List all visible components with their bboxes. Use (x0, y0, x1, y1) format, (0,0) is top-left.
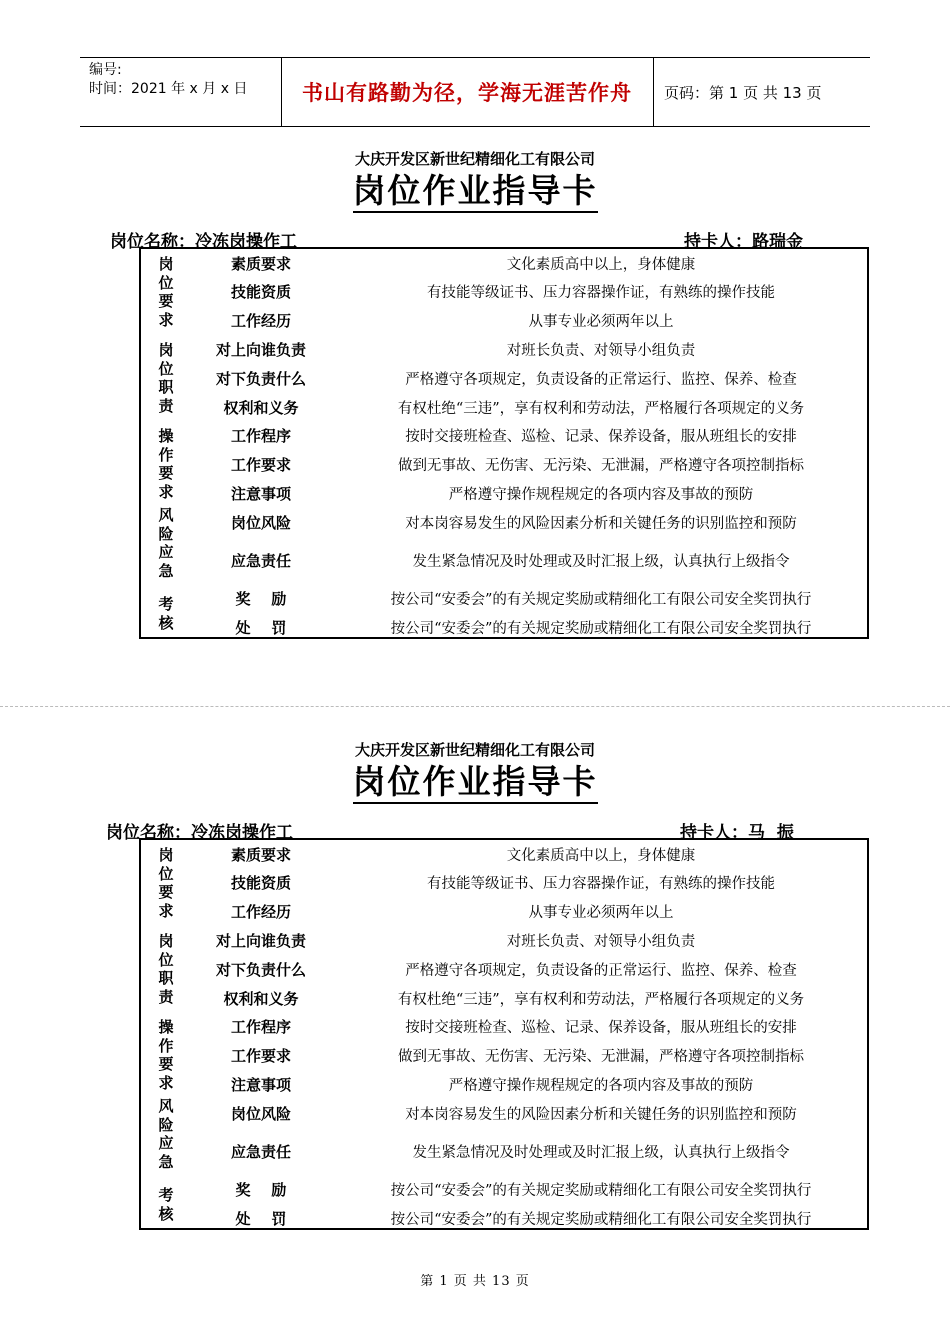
row-value: 严格遵守各项规定，负责设备的正常运行、监控、保养、检查 (405, 963, 797, 979)
group-label: 岗位要求 (158, 846, 174, 920)
duty-table (139, 838, 869, 1230)
table-row (141, 955, 867, 984)
table-row (141, 306, 867, 335)
group-label: 风险应急 (158, 506, 174, 580)
row-value: 从事专业必须两年以上 (528, 905, 674, 921)
company-name: 大庆开发区新世纪精细化工有限公司 (354, 150, 595, 168)
table-row (141, 1204, 867, 1233)
card-holder: 持卡人：路瑞金 (684, 232, 803, 252)
row-key: 权利和义务 (223, 399, 299, 417)
post-name: 岗位名称：冷冻岗操作工 (106, 823, 293, 843)
group-label: 岗位职责 (158, 341, 174, 415)
table-row (141, 421, 867, 450)
row-value: 做到无事故、无伤害、无污染、无泄漏，严格遵守各项控制指标 (398, 1049, 804, 1065)
row-value: 按公司“安委会”的有关规定奖励或精细化工有限公司安全奖罚执行 (390, 592, 812, 608)
row-value: 按公司“安委会”的有关规定奖励或精细化工有限公司安全奖罚执行 (390, 1212, 812, 1228)
row-value: 对本岗容易发生的风险因素分析和关键任务的识别监控和预防 (405, 1107, 797, 1123)
row-value: 严格遵守操作规程规定的各项内容及事故的预防 (448, 1078, 754, 1094)
page-separator (0, 706, 950, 707)
table-row (141, 1012, 867, 1041)
group-label: 考核 (158, 1186, 174, 1223)
group-label: 岗位要求 (158, 255, 174, 329)
card-holder: 持卡人：马 振 (680, 823, 794, 843)
row-value: 有技能等级证书、压力容器操作证，有熟练的操作技能 (427, 876, 775, 892)
row-key: 岗位风险 (230, 514, 291, 532)
row-key: 工作经历 (230, 312, 291, 330)
row-value: 按公司“安委会”的有关规定奖励或精细化工有限公司安全奖罚执行 (390, 621, 812, 637)
table-row (141, 364, 867, 393)
table-row (141, 277, 867, 306)
row-value: 有权杜绝“三违”，享有权利和劳动法，严格履行各项规定的义务 (397, 992, 805, 1008)
duty-table (139, 247, 869, 639)
card-title: 岗位作业指导卡 (0, 165, 950, 212)
row-key: 对下负责什么 (215, 961, 306, 979)
row-value: 做到无事故、无伤害、无污染、无泄漏，严格遵守各项控制指标 (398, 458, 804, 474)
row-value: 严格遵守操作规程规定的各项内容及事故的预防 (448, 487, 754, 503)
row-value: 从事专业必须两年以上 (528, 314, 674, 330)
row-key: 岗位风险 (230, 1105, 291, 1123)
time-label: 时间：2021 年 x 月 x 日 (89, 81, 248, 97)
row-key: 素质要求 (230, 255, 291, 273)
row-value: 发生紧急情况及时处理或及时汇报上级，认真执行上级指令 (412, 1145, 790, 1161)
row-key: 技能资质 (230, 283, 291, 301)
group-label: 操作要求 (158, 1018, 174, 1092)
row-key: 注意事项 (230, 1076, 291, 1094)
table-row (141, 450, 867, 479)
row-value: 文化素质高中以上，身体健康 (506, 257, 696, 273)
row-key: 奖 励 (235, 590, 287, 608)
table-row (141, 926, 867, 955)
table-row (141, 1137, 867, 1166)
table-row (141, 1099, 867, 1128)
table-row (141, 868, 867, 897)
row-key: 处 罚 (235, 1210, 287, 1228)
row-value: 严格遵守各项规定，负责设备的正常运行、监控、保养、检查 (405, 372, 797, 388)
row-key: 工作要求 (230, 456, 291, 474)
row-key: 工作程序 (230, 427, 291, 445)
page-footer: 第 1 页 共 13 页 (420, 1274, 530, 1289)
job-card (0, 739, 950, 1228)
row-key: 对上向谁负责 (215, 932, 306, 950)
table-row (141, 840, 867, 869)
row-key: 对下负责什么 (215, 370, 306, 388)
table-row (141, 584, 867, 613)
row-value: 有权杜绝“三违”，享有权利和劳动法，严格履行各项规定的义务 (397, 401, 805, 417)
table-row (141, 393, 867, 422)
post-name: 岗位名称：冷冻岗操作工 (110, 232, 297, 252)
row-value: 对班长负责、对领导小组负责 (506, 343, 696, 359)
table-row (141, 249, 867, 278)
row-key: 工作要求 (230, 1047, 291, 1065)
table-row (141, 897, 867, 926)
job-card (0, 148, 950, 637)
group-label: 考核 (158, 595, 174, 632)
row-value: 对本岗容易发生的风险因素分析和关键任务的识别监控和预防 (405, 516, 797, 532)
group-label: 岗位职责 (158, 932, 174, 1006)
row-value: 按时交接班检查、巡检、记录、保养设备，服从班组长的安排 (405, 1020, 797, 1036)
row-key: 应急责任 (230, 552, 291, 570)
row-value: 有技能等级证书、压力容器操作证，有熟练的操作技能 (427, 285, 775, 301)
row-value: 按公司“安委会”的有关规定奖励或精细化工有限公司安全奖罚执行 (390, 1183, 812, 1199)
row-key: 技能资质 (230, 874, 291, 892)
row-value: 按时交接班检查、巡检、记录、保养设备，服从班组长的安排 (405, 429, 797, 445)
row-value: 文化素质高中以上，身体健康 (506, 848, 696, 864)
table-row (141, 1041, 867, 1070)
table-row (141, 508, 867, 537)
group-label: 操作要求 (158, 427, 174, 501)
table-row (141, 984, 867, 1013)
page-header (80, 57, 870, 127)
row-key: 处 罚 (235, 619, 287, 637)
header-page-info: 页码：第 1 页 共 13 页 (664, 83, 822, 102)
table-row (141, 479, 867, 508)
row-key: 注意事项 (230, 485, 291, 503)
row-key: 工作程序 (230, 1018, 291, 1036)
row-value: 发生紧急情况及时处理或及时汇报上级，认真执行上级指令 (412, 554, 790, 570)
row-key: 奖 励 (235, 1181, 287, 1199)
group-label: 风险应急 (158, 1097, 174, 1171)
header-motto: 书山有路勤为径，学海无涯苦作舟 (281, 58, 654, 126)
row-value: 对班长负责、对领导小组负责 (506, 934, 696, 950)
row-key: 素质要求 (230, 846, 291, 864)
header-meta (80, 58, 282, 126)
row-key: 对上向谁负责 (215, 341, 306, 359)
table-row (141, 1175, 867, 1204)
serial-label: 编号: (89, 62, 122, 78)
row-key: 工作经历 (230, 903, 291, 921)
table-row (141, 335, 867, 364)
card-title: 岗位作业指导卡 (0, 756, 950, 803)
table-row (141, 1070, 867, 1099)
company-name: 大庆开发区新世纪精细化工有限公司 (354, 741, 595, 759)
table-row (141, 546, 867, 575)
row-key: 应急责任 (230, 1143, 291, 1161)
row-key: 权利和义务 (223, 990, 299, 1008)
table-row (141, 613, 867, 642)
